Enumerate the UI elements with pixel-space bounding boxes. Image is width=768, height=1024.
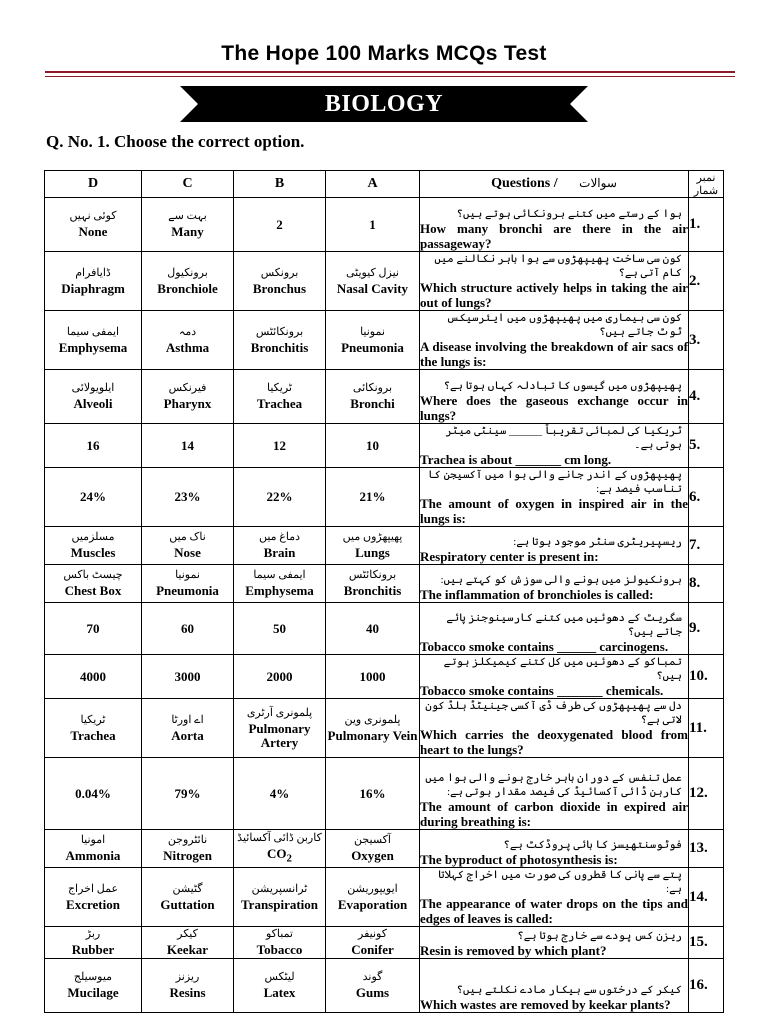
subject-banner (180, 86, 588, 122)
option-a-text: Lungs (355, 545, 390, 560)
option-b-cell (234, 252, 326, 311)
option-c-urdu: برونکیول (167, 266, 208, 279)
option-d-text: 16 (86, 437, 100, 453)
option-a-cell (326, 198, 420, 252)
option-d-text: Ammonia (65, 848, 121, 863)
option-c-text: 3000 (174, 668, 201, 684)
table-row (45, 830, 724, 868)
option-a-urdu: پلمونری وین (344, 713, 401, 726)
option-d-urdu: ڈایافرام (75, 266, 111, 279)
question-english: The byproduct of photosynthesis is: (420, 852, 618, 867)
option-d-urdu: ایلویولائی (71, 382, 115, 394)
option-a-cell (326, 699, 420, 758)
question-instruction: Q. No. 1. Choose the correct option. (46, 132, 305, 151)
option-c-cell (142, 468, 234, 527)
header-questions (420, 171, 689, 198)
option-b-text: 4% (269, 785, 290, 801)
option-a-urdu: آکسیجن (354, 834, 391, 846)
option-a-urdu: برونکائٹس (348, 569, 397, 581)
option-a-text: 1 (369, 216, 376, 232)
option-b-urdu: ٹرانسپریشن (251, 882, 308, 895)
option-c-cell (142, 959, 234, 1013)
option-d-cell (45, 565, 142, 603)
option-a-urdu: ایویپوریشن (347, 882, 398, 895)
option-d-cell (45, 370, 142, 424)
option-b-cell (234, 699, 326, 758)
question-urdu: ریزن کس پودے سے خارج ہوتا ہے؟ (517, 930, 682, 942)
option-b-text: Trachea (256, 396, 303, 411)
option-d-text: Muscles (70, 545, 116, 560)
option-a-text: Nasal Cavity (336, 280, 409, 296)
option-b-cell (234, 424, 326, 468)
table-row (45, 311, 724, 370)
option-d-text: Emphysema (58, 339, 128, 355)
option-b-text: Emphysema (245, 583, 314, 598)
question-urdu: ٹریکیا کی لمبائی تقریباً ______ سینٹی میٹر ہوتی ہے۔ (445, 425, 682, 451)
question-urdu: ریسپیریٹری سنٹر موجود ہوتا ہے: (513, 536, 682, 548)
question-number: 15. (689, 927, 724, 959)
table-row (45, 868, 724, 927)
question-cell (420, 959, 689, 1013)
option-b-cell (234, 370, 326, 424)
option-c-cell (142, 868, 234, 927)
question-number: 11. (689, 699, 724, 758)
option-b-urdu: دماغ میں (258, 531, 301, 543)
question-urdu: پھیپھڑوں کے اندر جانے والی ہوا میں آکسیجن کا تناسب فیصد ہے: (427, 469, 682, 495)
option-c-urdu: نائٹروجن (167, 834, 208, 846)
option-a-text: Conifer (351, 942, 394, 957)
question-number: 9. (689, 603, 724, 655)
option-c-text: Guttation (160, 896, 215, 912)
table-row (45, 424, 724, 468)
question-number: 4. (689, 370, 724, 424)
option-c-urdu: بہت سے (168, 210, 207, 222)
question-cell (420, 603, 689, 655)
option-d-text: Diaphragm (61, 280, 125, 296)
option-a-text: Oxygen (351, 848, 394, 863)
option-d-cell (45, 252, 142, 311)
question-cell (420, 468, 689, 527)
table-row (45, 527, 724, 565)
question-cell (420, 527, 689, 565)
option-a-cell (326, 830, 420, 868)
option-a-text: 1000 (359, 668, 386, 684)
option-d-cell (45, 830, 142, 868)
option-a-text: 10 (366, 437, 379, 453)
option-b-cell (234, 655, 326, 699)
question-cell (420, 758, 689, 830)
option-a-cell (326, 927, 420, 959)
option-b-cell (234, 830, 326, 868)
option-b-cell (234, 565, 326, 603)
option-d-urdu: ٹریکیا (80, 713, 106, 726)
option-c-cell (142, 565, 234, 603)
option-d-text: Chest Box (64, 583, 122, 598)
option-a-text: Gums (355, 985, 390, 1000)
option-d-text: Alveoli (73, 396, 113, 411)
table-row (45, 758, 724, 830)
option-b-cell (234, 758, 326, 830)
option-d-cell (45, 758, 142, 830)
option-b-text: Bronchitis (250, 339, 309, 355)
table-row (45, 959, 724, 1013)
option-c-cell (142, 527, 234, 565)
question-urdu: برونکیولز میں ہونے والی سوزش کو کہتے ہیں: (440, 574, 682, 586)
option-c-text: Nose (174, 545, 201, 560)
option-d-cell (45, 699, 142, 758)
option-a-cell (326, 424, 420, 468)
test-title: The Hope 100 Marks MCQs Test (221, 42, 547, 65)
option-c-text: Resins (169, 985, 206, 1000)
option-d-text: 70 (86, 620, 100, 636)
option-d-cell (45, 603, 142, 655)
option-a-text: Bronchitis (343, 583, 402, 598)
option-a-text: Pneumonia (341, 339, 404, 355)
option-c-text: Pharynx (163, 396, 212, 411)
table-header-row (45, 171, 724, 198)
question-number: 8. (689, 565, 724, 603)
option-d-text: Rubber (71, 942, 115, 957)
title-underline-thin (45, 76, 735, 77)
option-c-urdu: ریزنز (175, 971, 200, 983)
option-c-cell (142, 252, 234, 311)
header-option-c: C (142, 171, 234, 198)
table-row (45, 198, 724, 252)
option-d-cell (45, 198, 142, 252)
table-row (45, 370, 724, 424)
option-d-urdu: میوسیلج (73, 971, 113, 983)
option-c-text: Nitrogen (163, 848, 212, 863)
option-b-cell (234, 527, 326, 565)
option-c-cell (142, 424, 234, 468)
option-a-urdu: نیزل کیویٹی (346, 266, 399, 279)
option-a-urdu: گوند (362, 971, 383, 983)
option-a-cell (326, 311, 420, 370)
option-d-urdu: ربڑ (85, 928, 101, 940)
question-english: Tobacco smoke contains _______ chemicals. (420, 683, 664, 698)
option-a-cell (326, 468, 420, 527)
option-c-text: Bronchiole (157, 280, 218, 296)
option-b-urdu: کاربن ڈائی آکسائیڈ (237, 831, 322, 844)
option-d-text: 24% (80, 489, 106, 504)
option-c-urdu: فیرنکس (168, 382, 207, 394)
option-c-cell (142, 370, 234, 424)
question-english: Trachea is about _______ cm long. (420, 452, 612, 467)
option-d-cell (45, 527, 142, 565)
option-a-cell (326, 603, 420, 655)
question-english: Which carries the deoxygenated blood from heart to the lungs? (420, 727, 688, 757)
option-d-text: Trachea (70, 727, 116, 743)
question-urdu: کیکر کے درختوں سے بیکار مادے نکلتے ہیں؟ (456, 984, 682, 996)
question-cell (420, 868, 689, 927)
table-row (45, 565, 724, 603)
table-row (45, 468, 724, 527)
question-english: Where does the gaseous exchange occur in lungs? (420, 393, 688, 423)
option-d-urdu: کوئی نہیں (69, 210, 117, 222)
option-c-text: Aorta (171, 727, 204, 743)
question-number: 3. (689, 311, 724, 370)
option-b-cell (234, 927, 326, 959)
question-cell (420, 370, 689, 424)
option-b-text: Transpiration (240, 896, 319, 912)
option-c-cell (142, 699, 234, 758)
question-urdu: فوٹوسنتھیسز کا بائی پروڈکٹ ہے؟ (503, 839, 682, 851)
table-row (45, 699, 724, 758)
question-urdu: پھیپھڑوں میں گیسوں کا تبادلہ کہاں ہوتا ہے؟ (443, 380, 682, 392)
option-c-cell (142, 603, 234, 655)
option-b-subscript: 2 (286, 852, 292, 865)
header-questions-ur: سوالات (579, 176, 617, 190)
option-c-urdu: نمونیا (175, 569, 200, 581)
option-b-cell (234, 868, 326, 927)
option-a-cell (326, 527, 420, 565)
option-b-cell (234, 959, 326, 1013)
option-d-text: Excretion (66, 896, 120, 912)
question-english: Respiratory center is present in: (420, 549, 599, 564)
header-option-a: A (326, 171, 420, 198)
option-c-cell (142, 927, 234, 959)
option-b-text: Latex (263, 985, 296, 1000)
option-d-urdu: مسلزمیں (71, 531, 115, 543)
question-urdu: تمباکو کے دھوئیں میں کل کتنے کیمیکلز ہوتے ہیں؟ (443, 656, 682, 682)
subject-title: BIOLOGY (324, 91, 444, 117)
option-c-text: 60 (181, 620, 194, 636)
option-d-urdu: عمل اخراج (67, 882, 119, 895)
option-b-cell (234, 468, 326, 527)
question-english: The inflammation of bronchioles is called: (420, 587, 654, 602)
option-a-text: Pulmonary Vein (327, 727, 418, 743)
question-urdu: ہوا کے رستے میں کتنے برونکائی ہوتے ہیں؟ (456, 208, 682, 220)
question-english: Resin is removed by which plant? (420, 943, 607, 958)
option-a-text: 40 (366, 620, 379, 636)
option-c-urdu: دمہ (178, 325, 197, 338)
table-row (45, 603, 724, 655)
option-b-cell (234, 311, 326, 370)
option-a-text: 21% (359, 489, 386, 504)
option-a-cell (326, 252, 420, 311)
question-cell (420, 699, 689, 758)
option-a-urdu: پھیپھڑوں میں (342, 531, 403, 543)
option-b-urdu: پلمونری آرٹری (246, 706, 313, 719)
question-english: Tobacco smoke contains ______ carcinogens. (420, 639, 669, 654)
option-c-cell (142, 655, 234, 699)
question-number: 2. (689, 252, 724, 311)
option-d-text: None (78, 224, 108, 239)
question-number: 13. (689, 830, 724, 868)
option-b-cell (234, 603, 326, 655)
option-a-urdu: برونکائی (352, 382, 393, 394)
option-d-urdu: چیسٹ باکس (63, 569, 123, 581)
question-english: The amount of carbon dioxide in expired air during breathing is: (420, 799, 688, 829)
table-row (45, 252, 724, 311)
option-b-cell (234, 198, 326, 252)
table-row (45, 655, 724, 699)
option-b-text: Pulmonary Artery (248, 720, 311, 750)
option-c-urdu: ناک میں (169, 531, 206, 543)
question-number: 12. (689, 758, 724, 830)
option-a-cell (326, 655, 420, 699)
question-urdu: دل سے پھیپھڑوں کی طرف ڈی آکسی جینیٹڈ بلڈ کون لاتی ہے؟ (425, 700, 682, 726)
question-english: A disease involving the breakdown of air sacs of the lungs is: (420, 339, 688, 369)
option-b-text: 22% (266, 489, 293, 504)
question-number: 7. (689, 527, 724, 565)
question-cell (420, 198, 689, 252)
header-option-b: B (234, 171, 326, 198)
option-c-urdu: کیکر (177, 928, 198, 940)
option-d-text: 0.04% (75, 785, 111, 801)
question-cell (420, 311, 689, 370)
question-cell (420, 927, 689, 959)
option-d-urdu: امونیا (80, 834, 106, 846)
option-c-text: Many (171, 224, 204, 239)
question-urdu: عمل تنفس کے دوران باہر خارج ہونے والی ہوا میں کاربن ڈائی آکسائیڈ کی فیصد مقدار ہوتی ہے: (425, 772, 682, 798)
option-c-text: Pneumonia (156, 583, 219, 598)
question-english: The appearance of water drops on the tips and edges of leaves is called: (420, 896, 688, 926)
option-b-urdu: لیٹکس (264, 971, 295, 983)
option-d-cell (45, 424, 142, 468)
option-a-text: 16% (359, 785, 386, 801)
question-urdu: کون سی بیماری میں پھیپھڑوں میں ایئرسیکس ٹوٹ جاتے ہیں؟ (446, 312, 682, 338)
question-urdu: سگریٹ کے دھوئیں میں کتنے کارسینوجنز پائے جاتے ہیں؟ (446, 612, 682, 638)
question-cell (420, 655, 689, 699)
question-number: 16. (689, 959, 724, 1013)
question-cell (420, 252, 689, 311)
option-c-cell (142, 311, 234, 370)
option-c-cell (142, 198, 234, 252)
option-c-text: Asthma (165, 339, 210, 355)
header-option-d: D (45, 171, 142, 198)
question-cell (420, 830, 689, 868)
mcq-table (44, 170, 724, 1013)
option-b-urdu: تمباکو (265, 928, 293, 940)
option-c-urdu: گٹیشن (172, 882, 203, 895)
option-b-text: 50 (273, 620, 286, 636)
option-a-cell (326, 565, 420, 603)
option-d-text: 4000 (80, 668, 106, 684)
option-d-urdu: ایمفی سیما (66, 325, 120, 338)
option-d-cell (45, 927, 142, 959)
header-number: نمبر شمار (689, 171, 724, 198)
table-row (45, 927, 724, 959)
header-questions-en: Questions / (491, 176, 558, 191)
option-b-text: Tobacco (256, 942, 303, 957)
option-d-cell (45, 468, 142, 527)
option-a-cell (326, 370, 420, 424)
option-c-text: 14 (181, 437, 194, 453)
question-cell (420, 424, 689, 468)
option-b-urdu: برونکائٹس (255, 325, 304, 338)
option-a-cell (326, 758, 420, 830)
question-english: Which wastes are removed by keekar plants? (420, 997, 671, 1012)
question-number: 6. (689, 468, 724, 527)
option-d-cell (45, 959, 142, 1013)
question-english: The amount of oxygen in inspired air in the lungs is: (420, 496, 688, 526)
option-b-urdu: ٹریکیا (267, 382, 292, 394)
option-c-text: 79% (174, 785, 201, 801)
option-d-cell (45, 655, 142, 699)
question-english: Which structure actively helps in taking the air out of lungs? (420, 280, 688, 310)
title-underline (45, 71, 735, 73)
option-a-text: Bronchi (350, 396, 395, 411)
question-urdu: پتے سے پانی کا قطروں کی صورت میں اخراج کہلاتا ہے: (438, 869, 682, 895)
option-b-text: CO (267, 845, 287, 861)
option-a-urdu: نمونیا (360, 325, 385, 338)
option-b-urdu: برونکس (260, 266, 299, 279)
option-c-text: Keekar (166, 942, 209, 957)
question-number: 10. (689, 655, 724, 699)
option-b-text: Bronchus (252, 280, 307, 296)
question-number: 5. (689, 424, 724, 468)
option-b-urdu: ایمفی سیما (253, 569, 306, 581)
option-d-cell (45, 868, 142, 927)
option-d-cell (45, 311, 142, 370)
option-b-text: 2 (276, 216, 283, 232)
option-b-text: 12 (273, 437, 286, 453)
option-b-text: Brain (263, 545, 296, 560)
option-d-text: Mucilage (67, 985, 119, 1000)
option-a-text: Evaporation (337, 896, 408, 912)
option-a-urdu: کونیفر (358, 928, 387, 940)
question-number: 1. (689, 198, 724, 252)
mcq-table-body (45, 198, 724, 1013)
question-number: 14. (689, 868, 724, 927)
option-c-urdu: اے اورٹا (171, 713, 204, 726)
option-c-cell (142, 758, 234, 830)
question-english: How many bronchi are there in the air passageway? (420, 221, 688, 251)
option-b-text: 2000 (266, 668, 293, 684)
option-c-cell (142, 830, 234, 868)
question-urdu: کون سی ساخت پھیپھڑوں سے ہوا باہر نکالنے میں کام آتی ہے؟ (434, 253, 682, 279)
option-a-cell (326, 959, 420, 1013)
option-a-cell (326, 868, 420, 927)
option-c-text: 23% (174, 489, 201, 504)
question-cell (420, 565, 689, 603)
